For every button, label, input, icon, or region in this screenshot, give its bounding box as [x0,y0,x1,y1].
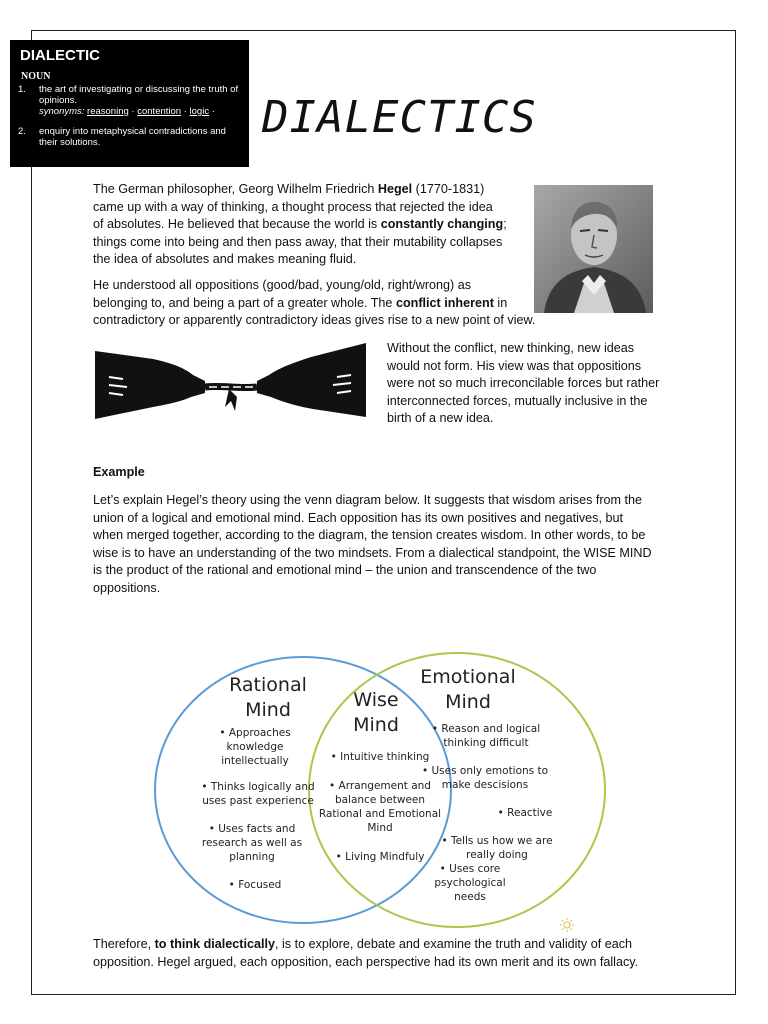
text-run: opposition. Hegel argued, each opposition, each perspective had its own merit and its own fallacy. [93,954,639,969]
intro-paragraph-3 [387,340,687,428]
emotional-mind-title: Emotional Mind [420,666,516,713]
synonym-link[interactable]: logic [189,106,210,117]
emotional-item: • Reason and logical thinking difficult [431,723,541,749]
text-run: Let’s explain Hegel’s theory using the venn diagram below. It suggests that wisdom arises from the [93,493,643,507]
text-run: were not so much irreconcilable forces but rather [387,376,660,391]
page-title: DIALECTICS [262,92,537,143]
definition-word: DIALECTIC [20,47,100,64]
bold-text: constantly changing [380,217,504,232]
emotional-item: • Tells us how we are really doing [441,835,553,861]
text-run: in [493,295,508,310]
text-run: the idea of absolutes and makes meaning fluid. [93,252,357,267]
example-paragraph [93,492,693,598]
synonym-link[interactable]: contention [137,106,182,117]
text-run: He understood all oppositions (good/bad, young/old, right/wrong) as [93,278,472,292]
text-run: union of a logical and emotional mind. Each opposition has its own positives and negatives, but [93,510,623,525]
text-run: , is to explore, debate and examine the truth and validity of each [274,937,633,951]
venn-diagram [150,648,610,933]
rational-item: • Focused [228,879,282,891]
intro-paragraph-1 [93,181,533,269]
sun-icon [560,918,574,932]
text-run: The German philosopher, Georg Wilhelm Friedrich [93,182,378,196]
sense-text: the art of investigating or discussing the truth of opinions. [39,84,239,106]
tug-of-war-illustration [93,341,368,423]
text-run: contradictory or apparently contradictory ideas gives rise to a new point of view. [93,313,536,328]
sense-text: enquiry into metaphysical contradictions and their solutions. [39,126,226,148]
rational-item: • Uses facts and research as well as planning [201,823,303,863]
dictionary-definition-box [10,40,249,167]
synonyms-label: synonyms [39,106,82,117]
example-heading: Example [93,465,145,479]
definition-senses [18,84,241,148]
part-of-speech: NOUN [21,71,51,82]
text-run: came up with a way of thinking, a thought process that rejected the idea [93,199,493,214]
text-run: belonging to, and being a part of a greater whole. The [93,295,396,310]
synonym-link[interactable]: reasoning [87,106,129,117]
text-run: of absolutes. He believed that because the world is [93,217,381,232]
definition-sense-2 [18,126,241,148]
text-run: oppositions. [93,580,161,595]
text-run: (1770-1831) [412,182,485,196]
definition-sense-1: 1. the art of investigating or discussing the truth of opinions. synonyms: reasoning · contention · logic · [18,84,239,117]
sense-number: 2. [18,126,26,137]
text-run: ; [503,217,507,232]
emotional-item: • Reactive [497,807,553,819]
wise-item: • Intuitive thinking [330,751,430,763]
emotional-item: • Uses only emotions to make descisions [421,765,549,791]
intro-paragraph-2 [93,277,573,330]
sense-number: 1. [18,84,26,95]
text-run: is the product of the rational and emotional mind – the union and transcendence of the two [93,563,597,578]
bold-text: Hegel [377,182,413,196]
text-run: interconnected forces, mutually inclusive in the [387,393,648,408]
conclusion-paragraph [93,936,713,971]
wise-mind-title: Wise Mind [353,689,399,736]
text-run: Without the conflict, new thinking, new ideas [387,341,635,355]
text-run: things come into being and then pass away, that their mutability collapses [93,234,503,249]
wise-item: • Arrangement and balance between Rational and Emotional Mind [318,780,442,834]
text-run: wise is to have an understanding of the two mindsets. From a dialectical standpoint, the WISE MIND [93,545,652,560]
rational-item: • Approaches knowledge intellectually [219,727,291,767]
text-run: would not form. His view was that oppositions [387,358,642,373]
text-run: birth of a new idea. [387,411,494,426]
rational-mind-title: Rational Mind [229,674,307,721]
bold-text: conflict inherent [395,295,494,310]
rational-item: • Thinks logically and uses past experience [201,781,315,807]
text-run: when merged together, according to the diagram, the tension creates wisdom. In other words, to be [93,528,646,543]
text-run: Therefore, [93,937,155,951]
emotional-item: • Uses core psychological needs [434,863,506,903]
bold-text: to think dialectically [154,937,275,951]
wise-item: • Living Mindfuly [335,851,425,863]
